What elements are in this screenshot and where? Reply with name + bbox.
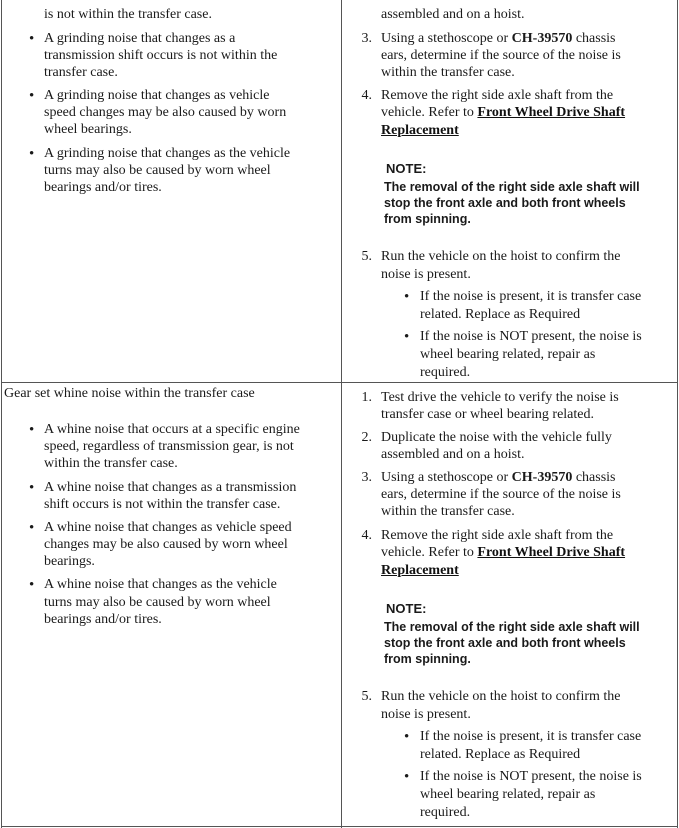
step-line: within the transfer case. xyxy=(381,504,515,519)
step-line: vehicle. Refer to Front Wheel Drive Shaft xyxy=(381,105,626,120)
bullet-line: bearings and/or tires. xyxy=(44,180,162,195)
continued-text: assembled and on a hoist. xyxy=(381,7,525,22)
step-line: transfer case or wheel bearing related. xyxy=(381,407,594,422)
step-line: Using a stethoscope or CH-39570 chassis xyxy=(381,470,616,485)
row2-symptom-cell xyxy=(0,383,341,826)
bullet-line: speed changes may be also caused by worn xyxy=(44,105,287,120)
front-wheel-drive-shaft-link[interactable]: Front Wheel Drive Shaft xyxy=(477,105,626,120)
sub-bullet-line: required. xyxy=(420,805,471,820)
step-number: 4. xyxy=(361,528,372,543)
note-text: stop the front axle and both front wheels xyxy=(384,196,626,210)
bullet-line: speed, regardless of transmission gear, is not xyxy=(44,439,294,454)
step-line: Remove the right side axle shaft from the xyxy=(381,88,614,103)
sub-bullet-line: If the noise is NOT present, the noise is xyxy=(420,769,642,784)
sub-bullet-line: wheel bearing related, repair as xyxy=(420,347,596,362)
tool-code: CH-39570 xyxy=(511,31,573,46)
bullet-line: A whine noise that changes as a transmission xyxy=(44,480,297,495)
step-line: vehicle. Refer to Front Wheel Drive Shaft xyxy=(381,545,626,560)
bullet-icon: • xyxy=(404,729,410,745)
bullet-line: A grinding noise that changes as a xyxy=(44,31,236,46)
sub-bullet-line: related. Replace as Required xyxy=(420,747,581,762)
row1-symptom-cell xyxy=(0,0,341,382)
bullet-line: within the transfer case. xyxy=(44,456,178,471)
symptom-heading: Gear set whine noise within the transfer case xyxy=(4,386,255,401)
table-border-right xyxy=(677,0,678,828)
replacement-link[interactable]: Replacement xyxy=(381,563,459,578)
bullet-icon: • xyxy=(29,422,35,438)
bullet-icon: • xyxy=(29,480,35,496)
row2-action-cell xyxy=(342,383,677,826)
step-line: Using a stethoscope or CH-39570 chassis xyxy=(381,31,616,46)
step-line: ears, determine if the source of the noise is xyxy=(381,487,621,502)
note-label: NOTE: xyxy=(386,161,427,176)
note-text: The removal of the right side axle shaft will xyxy=(384,620,640,634)
bullet-line: turns may also be caused by worn wheel xyxy=(44,163,271,178)
note-text: from spinning. xyxy=(384,212,471,226)
bullet-line: transmission shift occurs is not within the xyxy=(44,48,278,63)
sub-bullet-line: If the noise is NOT present, the noise is xyxy=(420,329,642,344)
bullet-icon: • xyxy=(29,577,35,593)
front-wheel-drive-shaft-link[interactable]: Front Wheel Drive Shaft xyxy=(477,545,626,560)
step-line: noise is present. xyxy=(381,707,471,722)
tool-code: CH-39570 xyxy=(511,470,573,485)
bullet-line: wheel bearings. xyxy=(44,122,132,137)
step-number: 4. xyxy=(361,88,372,103)
step-line: noise is present. xyxy=(381,267,471,282)
note-text: The removal of the right side axle shaft will xyxy=(384,180,640,194)
step-number: 2. xyxy=(361,430,372,445)
step-line: assembled and on a hoist. xyxy=(381,447,525,462)
bullet-line: bearings. xyxy=(44,554,95,569)
step-number: 3. xyxy=(361,470,372,485)
bullet-line: bearings and/or tires. xyxy=(44,612,162,627)
step-line: Duplicate the noise with the vehicle fully xyxy=(381,430,612,445)
bullet-icon: • xyxy=(404,769,410,785)
step-number: 3. xyxy=(361,31,372,46)
bullet-icon: • xyxy=(29,88,35,104)
sub-bullet-line: If the noise is present, it is transfer case xyxy=(420,729,642,744)
step-line: Test drive the vehicle to verify the noise is xyxy=(381,390,619,405)
step-line: Remove the right side axle shaft from the xyxy=(381,528,614,543)
sub-bullet-line: required. xyxy=(420,365,471,380)
bullet-line: A grinding noise that changes as vehicle xyxy=(44,88,270,103)
bullet-line: A whine noise that occurs at a specific engine xyxy=(44,422,300,437)
step-line: Run the vehicle on the hoist to confirm the xyxy=(381,249,621,264)
note-text: from spinning. xyxy=(384,652,471,666)
bullet-icon: • xyxy=(29,520,35,536)
bullet-line: A whine noise that changes as vehicle speed xyxy=(44,520,292,535)
bullet-line: shift occurs is not within the transfer case. xyxy=(44,497,281,512)
bullet-line: changes may be also caused by worn wheel xyxy=(44,537,288,552)
sub-bullet-line: related. Replace as Required xyxy=(420,307,581,322)
step-number: 5. xyxy=(361,249,372,264)
step-number: 1. xyxy=(361,390,372,405)
replacement-link[interactable]: Replacement xyxy=(381,123,459,138)
bullet-icon: • xyxy=(29,31,35,47)
step-line: ears, determine if the source of the noise is xyxy=(381,48,621,63)
bullet-line: transfer case. xyxy=(44,65,118,80)
step-line: within the transfer case. xyxy=(381,65,515,80)
bullet-icon: • xyxy=(404,329,410,345)
step-line: Run the vehicle on the hoist to confirm the xyxy=(381,689,621,704)
bullet-icon: • xyxy=(29,146,35,162)
step-number: 5. xyxy=(361,689,372,704)
bullet-line: turns may also be caused by worn wheel xyxy=(44,595,271,610)
note-label: NOTE: xyxy=(386,601,427,616)
continued-text: is not within the transfer case. xyxy=(44,7,212,22)
sub-bullet-line: If the noise is present, it is transfer case xyxy=(420,289,642,304)
note-text: stop the front axle and both front wheels xyxy=(384,636,626,650)
bullet-line: A grinding noise that changes as the vehicle xyxy=(44,146,291,161)
row1-action-cell xyxy=(342,0,677,382)
bullet-icon: • xyxy=(404,289,410,305)
table-border-bottom xyxy=(1,826,678,827)
sub-bullet-line: wheel bearing related, repair as xyxy=(420,787,596,802)
bullet-line: A whine noise that changes as the vehicle xyxy=(44,577,277,592)
